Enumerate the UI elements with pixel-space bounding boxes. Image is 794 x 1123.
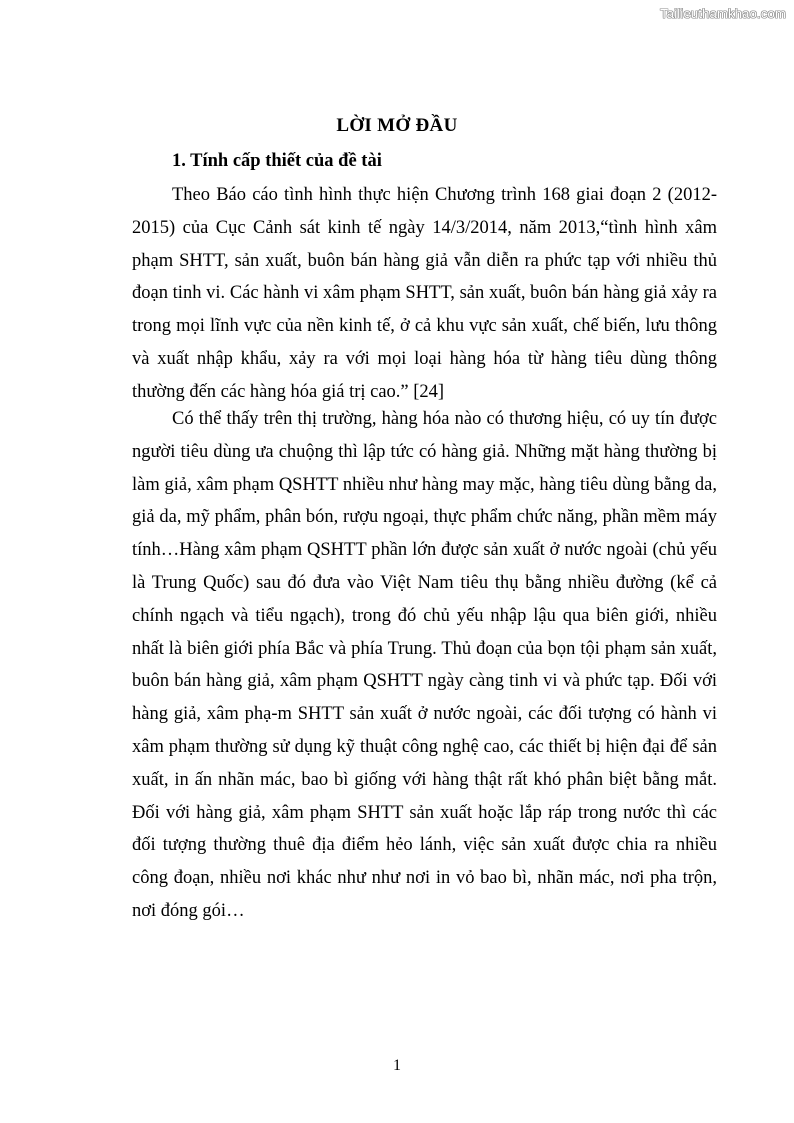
paragraph-1: Theo Báo cáo tình hình thực hiện Chương trình 168 giai đoạn 2 (2012-2015) của Cục Cảnh sát kinh tế ngày 14/3/2014, năm 2013,“tình hình xâm phạm SHTT, sản xuất, buôn bán hàng giả vẫn diễn ra phức tạp với nhiều thủ đoạn tinh vi. Các hành vi xâm phạm SHTT, sản xuất, buôn bán hàng giả xảy ra trong mọi lĩnh vực của nền kinh tế, ở cả khu vực sản xuất, chế biến, lưu thông và xuất nhập khẩu, xảy ra với mọi loại hàng hóa từ hàng tiêu dùng thông thường đến các hàng hóa giá trị cao.” [24] xyxy=(132,185,717,402)
watermark-text: Tailieuthamkhao.com xyxy=(660,6,786,21)
paragraph-2: Có thể thấy trên thị trường, hàng hóa nào có thương hiệu, có uy tín được người tiêu dùng ưa chuộng thì lập tức có hàng giả. Những mặt hàng thường bị làm giả, xâm phạm QSHTT nhiều như hàng may mặc, hàng tiêu dùng bằng da, giả da, mỹ phẩm, phân bón, rượu ngoại, thực phẩm chức năng, phần mềm máy tính…Hàng xâm phạm QSHTT phần lớn được sản xuất ở nước ngoài (chủ yếu là Trung Quốc) sau đó đưa vào Việt Nam tiêu thụ bằng nhiều đường (kể cả chính ngạch và tiểu ngạch), trong đó chủ yếu nhập lậu qua biên giới, nhiều nhất là biên giới phía Bắc và phía Trung. Thủ đoạn của bọn tội phạm sản xuất, buôn bán hàng giả, xâm phạm QSHTT ngày càng tinh vi và phức tạp. Đối với hàng giả, xâm phạ-m SHTT sản xuất ở nước ngoài, các đối tượng có hành vi xâm phạm thường sử dụng kỹ thuật công nghệ cao, các thiết bị hiện đại để sản xuất, in ấn nhãn mác, bao bì giống với hàng thật rất khó phân biệt bằng mắt. Đối với hàng giả, xâm phạm SHTT sản xuất hoặc lắp ráp trong nước thì các đối tượng thường thuê địa điểm hẻo lánh, việc sản xuất được chia ra nhiều công đoạn, nhiều nơi khác như như nơi in vỏ bao bì, nhãn mác, nơi pha trộn, nơi đóng gói… xyxy=(132,409,717,921)
page-number: 1 xyxy=(393,1057,401,1074)
section-title: 1. Tính cấp thiết của đề tài xyxy=(172,151,382,171)
page-heading: LỜI MỞ ĐẦU xyxy=(336,115,458,136)
